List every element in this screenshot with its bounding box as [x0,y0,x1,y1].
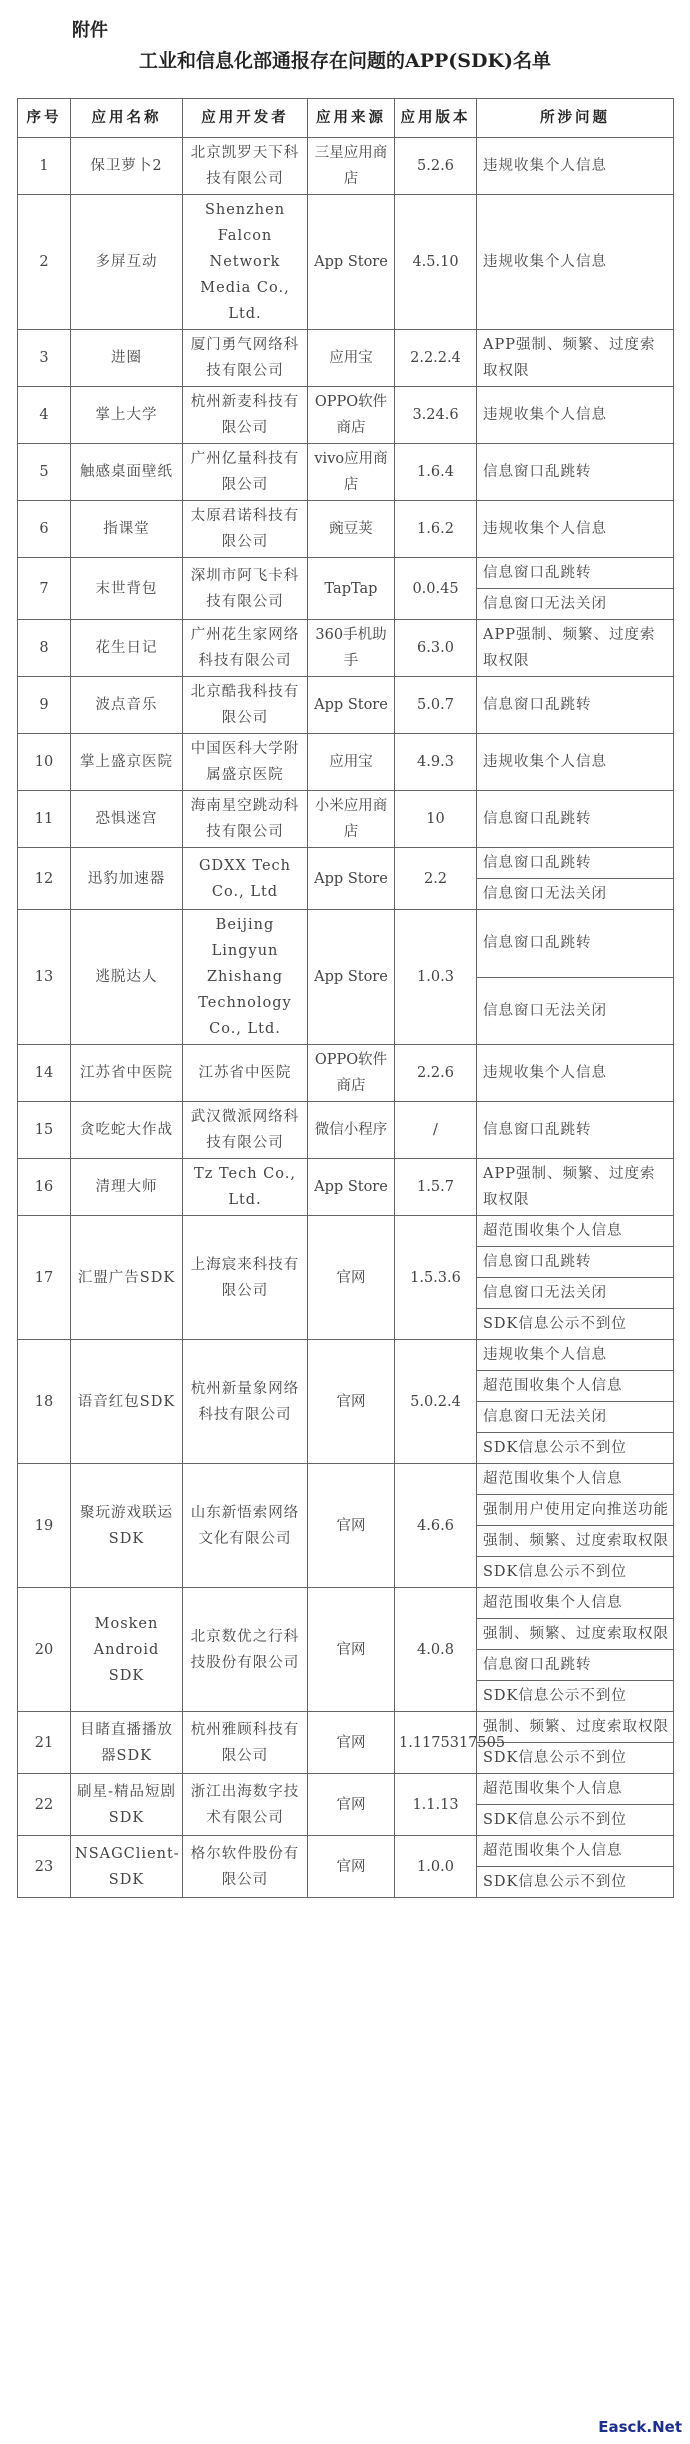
cell-source: App Store [308,848,395,910]
table-row [18,848,674,879]
cell-no: 12 [18,848,71,910]
cell-version: 6.3.0 [395,620,477,677]
table-row [18,1216,674,1247]
cell-no: 11 [18,791,71,848]
cell-issue: 违规收集个人信息 [477,501,674,558]
cell-no: 14 [18,1045,71,1102]
cell-app-name: NSAGClient-SDK [71,1836,183,1898]
cell-developer: 深圳市阿飞卡科技有限公司 [183,558,308,620]
header-version: 应用版本 [395,99,477,138]
cell-no: 18 [18,1340,71,1464]
cell-issue: 强制、频繁、过度索取权限 [477,1526,674,1557]
cell-issue: 违规收集个人信息 [477,1340,674,1371]
table-row [18,1774,674,1805]
cell-app-name: 刷星-精品短剧SDK [71,1774,183,1836]
cell-issue: 信息窗口无法关闭 [477,589,674,620]
cell-issue: 强制用户使用定向推送功能 [477,1495,674,1526]
cell-version: 1.1.13 [395,1774,477,1836]
cell-no: 17 [18,1216,71,1340]
cell-no: 19 [18,1464,71,1588]
cell-issue: SDK信息公示不到位 [477,1309,674,1340]
table-row [18,330,674,387]
cell-issue: SDK信息公示不到位 [477,1681,674,1712]
cell-version: 1.6.4 [395,444,477,501]
cell-issue: 超范围收集个人信息 [477,1774,674,1805]
cell-developer: Tz Tech Co., Ltd. [183,1159,308,1216]
cell-source: 官网 [308,1340,395,1464]
cell-issue: 信息窗口乱跳转 [477,1650,674,1681]
cell-issue: 信息窗口无法关闭 [477,879,674,910]
cell-developer: 浙江出海数字技术有限公司 [183,1774,308,1836]
cell-version: 5.0.2.4 [395,1340,477,1464]
cell-issue: SDK信息公示不到位 [477,1743,674,1774]
cell-source: 豌豆荚 [308,501,395,558]
cell-issue: 信息窗口无法关闭 [477,1402,674,1433]
cell-source: 360手机助手 [308,620,395,677]
cell-app-name: 保卫萝卜2 [71,138,183,195]
cell-no: 20 [18,1588,71,1712]
cell-version: 2.2.2.4 [395,330,477,387]
cell-app-name: 波点音乐 [71,677,183,734]
cell-no: 23 [18,1836,71,1898]
cell-version: 1.0.0 [395,1836,477,1898]
table-row [18,387,674,444]
cell-issue: 信息窗口无法关闭 [477,977,674,1045]
cell-source: vivo应用商店 [308,444,395,501]
cell-no: 15 [18,1102,71,1159]
table-row [18,910,674,978]
cell-app-name: 指课堂 [71,501,183,558]
table-row [18,1159,674,1216]
cell-source: 三星应用商店 [308,138,395,195]
cell-issue: 违规收集个人信息 [477,734,674,791]
cell-no: 4 [18,387,71,444]
cell-version: 4.5.10 [395,195,477,330]
cell-developer: 山东新悟索网络文化有限公司 [183,1464,308,1588]
cell-developer: 格尔软件股份有限公司 [183,1836,308,1898]
cell-issue: 违规收集个人信息 [477,1045,674,1102]
cell-no: 7 [18,558,71,620]
header-source: 应用来源 [308,99,395,138]
cell-issue: SDK信息公示不到位 [477,1805,674,1836]
cell-version: 2.2.6 [395,1045,477,1102]
table-row [18,1836,674,1867]
table-header-row [18,99,674,138]
cell-source: 官网 [308,1216,395,1340]
cell-no: 10 [18,734,71,791]
cell-issue: 信息窗口乱跳转 [477,444,674,501]
cell-issue: 信息窗口乱跳转 [477,791,674,848]
cell-app-name: 汇盟广告SDK [71,1216,183,1340]
cell-developer: 北京数优之行科技股份有限公司 [183,1588,308,1712]
cell-version: 5.2.6 [395,138,477,195]
cell-no: 22 [18,1774,71,1836]
table-row [18,1102,674,1159]
cell-developer: Shenzhen Falcon Network Media Co., Ltd. [183,195,308,330]
cell-issue: 信息窗口乱跳转 [477,1102,674,1159]
cell-version: 0.0.45 [395,558,477,620]
cell-version: / [395,1102,477,1159]
cell-source: OPPO软件商店 [308,1045,395,1102]
cell-source: 官网 [308,1464,395,1588]
cell-no: 6 [18,501,71,558]
cell-app-name: 触感桌面壁纸 [71,444,183,501]
cell-no: 9 [18,677,71,734]
cell-app-name: 掌上大学 [71,387,183,444]
cell-issue: 超范围收集个人信息 [477,1464,674,1495]
cell-app-name: 江苏省中医院 [71,1045,183,1102]
cell-issue: 违规收集个人信息 [477,387,674,444]
cell-source: 官网 [308,1588,395,1712]
cell-app-name: 花生日记 [71,620,183,677]
cell-source: App Store [308,1159,395,1216]
cell-version: 4.6.6 [395,1464,477,1588]
cell-issue: 超范围收集个人信息 [477,1588,674,1619]
cell-no: 13 [18,910,71,1045]
app-list-table [17,98,674,1898]
table-row [18,620,674,677]
cell-source: 官网 [308,1836,395,1898]
cell-version: 1.0.3 [395,910,477,1045]
cell-app-name: 恐惧迷宫 [71,791,183,848]
cell-source: App Store [308,910,395,1045]
table-row [18,1045,674,1102]
cell-app-name: 进圈 [71,330,183,387]
cell-app-name: 掌上盛京医院 [71,734,183,791]
table-row [18,444,674,501]
cell-source: TapTap [308,558,395,620]
cell-developer: 江苏省中医院 [183,1045,308,1102]
cell-version: 1.6.2 [395,501,477,558]
cell-version: 1.1175317505 [395,1712,477,1774]
cell-developer: 上海宸来科技有限公司 [183,1216,308,1340]
document-title: 工业和信息化部通报存在问题的APP(SDK)名单 [138,50,551,72]
cell-developer: 杭州新量象网络科技有限公司 [183,1340,308,1464]
cell-version: 5.0.7 [395,677,477,734]
cell-developer: 海南星空跳动科技有限公司 [183,791,308,848]
cell-issue: 信息窗口乱跳转 [477,910,674,978]
cell-app-name: 多屏互动 [71,195,183,330]
cell-source: 小米应用商店 [308,791,395,848]
cell-app-name: 聚玩游戏联运SDK [71,1464,183,1588]
cell-source: 官网 [308,1774,395,1836]
cell-developer: 中国医科大学附属盛京医院 [183,734,308,791]
cell-no: 3 [18,330,71,387]
cell-developer: Beijing Lingyun Zhishang Technology Co., Ltd. [183,910,308,1045]
table-row [18,677,674,734]
cell-source: OPPO软件商店 [308,387,395,444]
header-no: 序号 [18,99,71,138]
cell-no: 1 [18,138,71,195]
cell-source: 微信小程序 [308,1102,395,1159]
cell-version: 10 [395,791,477,848]
cell-source: 应用宝 [308,330,395,387]
cell-app-name: 逃脱达人 [71,910,183,1045]
attachment-label: 附件 [72,20,108,41]
cell-issue: 超范围收集个人信息 [477,1216,674,1247]
cell-developer: 厦门勇气网络科技有限公司 [183,330,308,387]
cell-no: 8 [18,620,71,677]
cell-app-name: Mosken Android SDK [71,1588,183,1712]
cell-developer: 广州花生家网络科技有限公司 [183,620,308,677]
cell-issue: APP强制、频繁、过度索取权限 [477,1159,674,1216]
cell-developer: 广州亿量科技有限公司 [183,444,308,501]
cell-issue: 信息窗口无法关闭 [477,1278,674,1309]
cell-developer: 武汉微派网络科技有限公司 [183,1102,308,1159]
cell-issue: 超范围收集个人信息 [477,1371,674,1402]
table-row [18,1588,674,1619]
cell-developer: 北京酷我科技有限公司 [183,677,308,734]
cell-no: 5 [18,444,71,501]
cell-issue: 信息窗口乱跳转 [477,558,674,589]
cell-version: 1.5.7 [395,1159,477,1216]
header-developer: 应用开发者 [183,99,308,138]
header-issue: 所涉问题 [477,99,674,138]
cell-issue: 信息窗口乱跳转 [477,1247,674,1278]
cell-no: 21 [18,1712,71,1774]
cell-issue: APP强制、频繁、过度索取权限 [477,330,674,387]
cell-issue: 超范围收集个人信息 [477,1836,674,1867]
table-row [18,734,674,791]
cell-app-name: 目睹直播播放器SDK [71,1712,183,1774]
table-row [18,1340,674,1371]
cell-issue: SDK信息公示不到位 [477,1433,674,1464]
cell-no: 2 [18,195,71,330]
header-app-name: 应用名称 [71,99,183,138]
cell-issue: 违规收集个人信息 [477,195,674,330]
cell-issue: APP强制、频繁、过度索取权限 [477,620,674,677]
cell-version: 4.9.3 [395,734,477,791]
cell-source: 应用宝 [308,734,395,791]
watermark: Easck.Net [598,2418,682,2436]
cell-issue: 强制、频繁、过度索取权限 [477,1619,674,1650]
table-row [18,558,674,589]
cell-issue: 信息窗口乱跳转 [477,677,674,734]
cell-developer: 杭州新麦科技有限公司 [183,387,308,444]
table-row [18,501,674,558]
cell-developer: GDXX Tech Co., Ltd [183,848,308,910]
cell-source: App Store [308,195,395,330]
cell-version: 4.0.8 [395,1588,477,1712]
cell-issue: SDK信息公示不到位 [477,1867,674,1898]
cell-developer: 北京凯罗天下科技有限公司 [183,138,308,195]
table-row [18,1464,674,1495]
table-row [18,791,674,848]
cell-version: 1.5.3.6 [395,1216,477,1340]
table-row [18,195,674,330]
cell-developer: 杭州雅顾科技有限公司 [183,1712,308,1774]
cell-source: App Store [308,677,395,734]
cell-developer: 太原君诺科技有限公司 [183,501,308,558]
cell-app-name: 迅豹加速器 [71,848,183,910]
cell-issue: 信息窗口乱跳转 [477,848,674,879]
cell-version: 3.24.6 [395,387,477,444]
table-row [18,138,674,195]
cell-app-name: 清理大师 [71,1159,183,1216]
cell-app-name: 末世背包 [71,558,183,620]
cell-app-name: 语音红包SDK [71,1340,183,1464]
cell-app-name: 贪吃蛇大作战 [71,1102,183,1159]
cell-source: 官网 [308,1712,395,1774]
cell-issue: 违规收集个人信息 [477,138,674,195]
cell-version: 2.2 [395,848,477,910]
cell-no: 16 [18,1159,71,1216]
cell-issue: 强制、频繁、过度索取权限 [477,1712,674,1743]
cell-issue: SDK信息公示不到位 [477,1557,674,1588]
table-row [18,1712,674,1743]
table-body [18,138,674,1898]
